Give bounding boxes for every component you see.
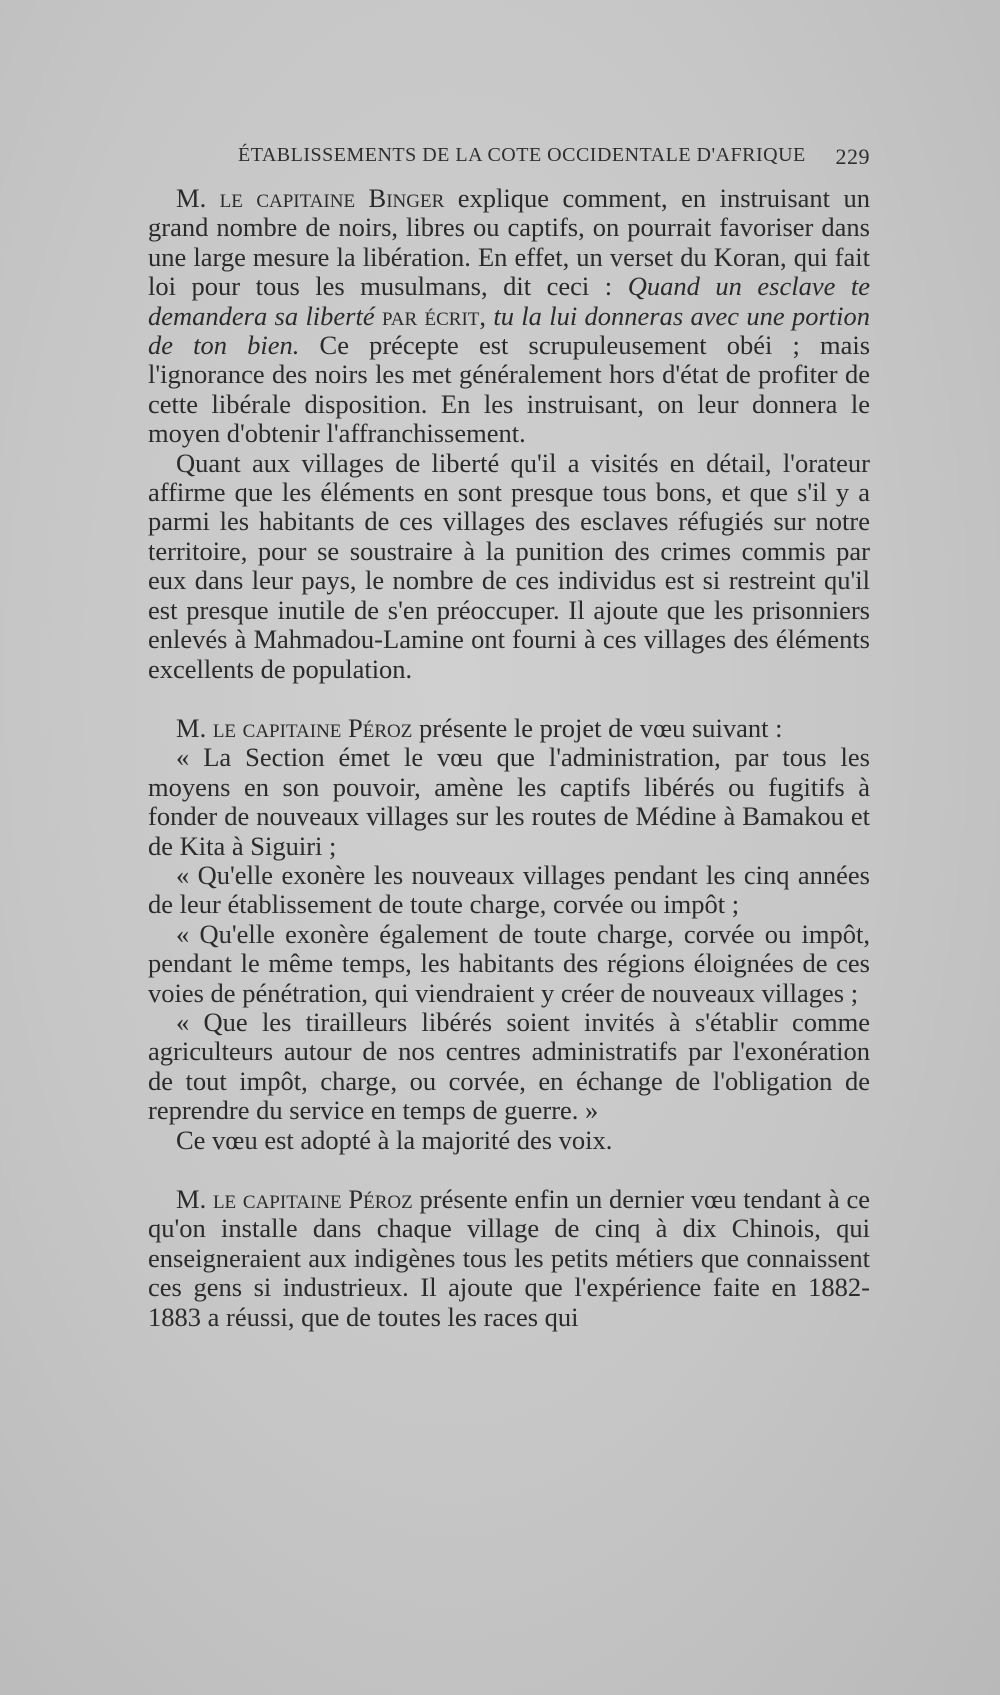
body-text [148,184,870,1332]
paragraph-voeu-3: « Qu'elle exonère également de toute charge, corvée ou impôt, pendant le même temps, les habitants des régions éloignées de ces voies de pénétration, qui viendraient y créer de nouveaux villages ; [148,918,870,1008]
running-title: ÉTABLISSEMENTS DE LA COTE OCCIDENTALE D'AFRIQUE [238,144,806,166]
koran-quote: Quand un esclave te demandera sa liberté [148,271,870,331]
koran-quote-continued: tu la lui donneras avec une portion de ton bien. [148,300,870,361]
paragraph-text: présente enfin un dernier vœu tendant à ce qu'on installe dans chaque village de cinq à dix Chinois, qui enseigneraient aux indigènes tous les petits métiers que connaissent ces gens si industrieux. Il ajoute que l'expérience faite en 1882-1883 a réussi, que de toutes les races qui [148,1184,870,1332]
paragraph-peroz-intro [148,714,870,743]
paragraph-voeu-1: « La Section émet le vœu que l'administration, par tous les moyens en son pouvoir, amène les captifs libérés ou fugitifs à fonder de nouveaux villages sur les routes de Médine à Bamakou et de Kita à Siguiri ; [148,742,870,861]
paragraph-villages: Quant aux villages de liberté qu'il a visités en détail, l'orateur affirme que les éléments en sont presque tous bons, et que s'il y a parmi les habitants de ces villages des esclaves réfugiés sur notre territoire, pour se soustraire à la punition des crimes commis par eux dans leur pays, le nombre de ces individus est si restreint qu'il est presque inutile de s'en préoccuper. Il ajoute que les prisonniers enlevés à Mahmadou-Lamine ont fourni à ces villages des éléments excellents de population. [148,447,870,684]
paragraph-voeu-4: « Que les tirailleurs libérés soient invités à s'établir comme agriculteurs autour de nos centres administratifs par l'exonération de tout impôt, charge, ou corvée, en échange de l'obligation de reprendre du service en temps de guerre. » [148,1006,870,1126]
speaker-name: M. le capitaine Péroz [176,1184,413,1214]
paragraph-peroz-final [148,1185,870,1332]
paragraph-text: explique comment, en instruisant un grand nombre de noirs, libres ou captifs, on pourrait favoriser dans une large mesure la libération. En effet, un verset du Koran, qui fait loi pour tous les musulmans, dit ceci : [148,183,870,302]
speaker-name: M. le capitaine Binger [176,183,445,213]
emphasis-text: par écrit, [374,300,494,331]
paragraph-text: Ce précepte est scrupuleusement obéi ; mais l'ignorance des noirs les met généralement hors d'état de profiter de cette libérale disposition. En les instruisant, on leur donnera le moyen d'obtenir l'affranchissement. [148,330,871,449]
page-header [148,144,870,174]
page-number: 229 [835,144,870,169]
speaker-name: M. le capitaine Péroz [176,712,413,743]
paragraph-binger [148,184,870,449]
paragraph-adoption: Ce vœu est adopté à la majorité des voix. [176,1124,613,1155]
paragraph-voeu-2: « Qu'elle exonère les nouveaux villages pendant les cinq années de leur établissement de toute charge, corvée ou impôt ; [148,859,870,920]
paragraph-text: présente le projet de vœu suivant : [412,712,783,743]
